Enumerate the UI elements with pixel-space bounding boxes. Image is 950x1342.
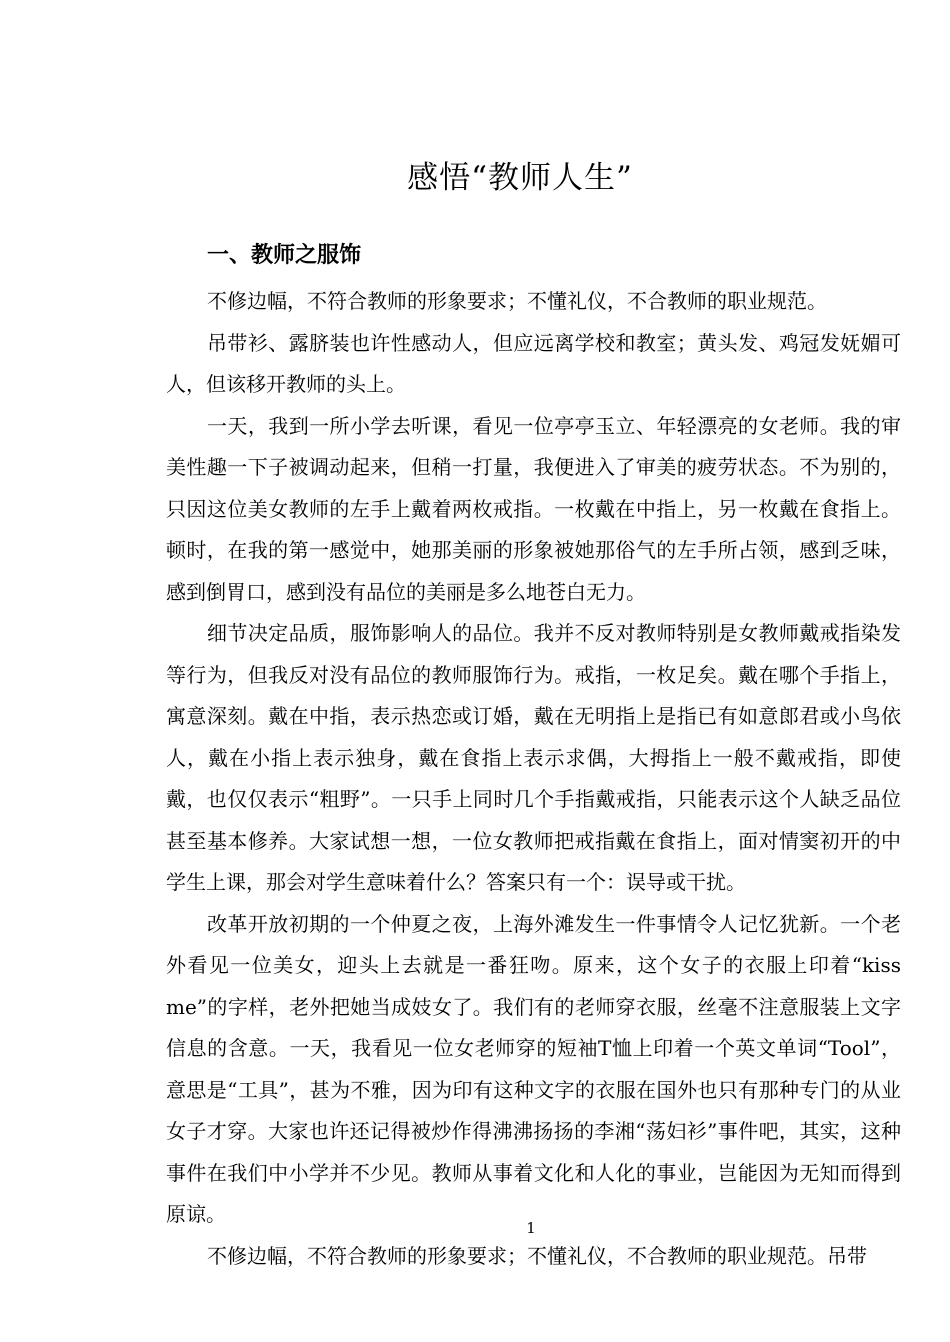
paragraph: 细节决定品质，服饰影响人的品位。我并不反对教师特别是女教师戴戒指染发等行为，但我反对没有品位的教师服饰行为。戒指，一枚足矣。戴在哪个手指上，寓意深刻。戴在中指，表示热恋或订婚，戴在无明指上是指已有如意郎君或小鸟依人，戴在小指上表示独身，戴在食指上表示求偶，大拇指上一般不戴戒指，即使戴，也仅仅表示“粗野”。一只手上同时几个手指戴戒指，只能表示这个人缺乏品位甚至基本修养。大家试想一想，一位女教师把戒指戴在食指上，面对情窦初开的中学生上课，那会对学生意味着什么？答案只有一个：误导或干扰。 bbox=[166, 621, 901, 894]
paragraph: 不修边幅，不符合教师的形象要求；不懂礼仪，不合教师的职业规范。 bbox=[207, 289, 827, 313]
paragraph: 改革开放初期的一个仲夏之夜，上海外滩发生一件事情令人记忆犹新。一个老外看见一位美女，迎头上去就是一番狂吻。原来，这个女子的衣服上印着“kiss me”的字样，老外把她当成妓女了。我们有的老师穿衣服，丝毫不注意服装上文字信息的含意。一天，我看见一位女老师穿的短袖T恤上印着一个英文单词“Tool”，意思是“工具”，甚为不雅，因为印有这种文字的衣服在国外也只有那种专门的从业女子才穿。大家也许还记得被炒作得沸沸扬扬的李湘“荡妇衫”事件吧，其实，这种事件在我们中小学并不少见。教师从事着文化和人化的事业，岂能因为无知而得到原谅。 bbox=[166, 911, 921, 1226]
paragraph: 一天，我到一所小学去听课，看见一位亭亭玉立、年轻漂亮的女老师。我的审美性趣一下子被调动起来，但稍一打量，我便进入了审美的疲劳状态。不为别的，只因这位美女教师的左手上戴着两枚戒指。一枚戴在中指上，另一枚戴在食指上。顿时，在我的第一感觉中，她那美丽的形象被她那俗气的左手所占领，感到乏味，感到倒胃口，感到没有品位的美丽是多么地苍白无力。 bbox=[166, 413, 901, 604]
document-body bbox=[166, 281, 921, 1277]
document-title: 感悟“教师人生” bbox=[407, 160, 633, 196]
section-heading: 一、教师之服饰 bbox=[207, 243, 362, 268]
paragraph: 不修边幅，不符合教师的形象要求；不懂礼仪，不合教师的职业规范。吊带 bbox=[207, 1243, 867, 1268]
page-number: 1 bbox=[526, 1219, 536, 1237]
paragraph: 吊带衫、露脐装也许性感动人，但应远离学校和教室；黄头发、鸡冠发妩媚可人，但该移开教师的头上。 bbox=[166, 330, 901, 396]
